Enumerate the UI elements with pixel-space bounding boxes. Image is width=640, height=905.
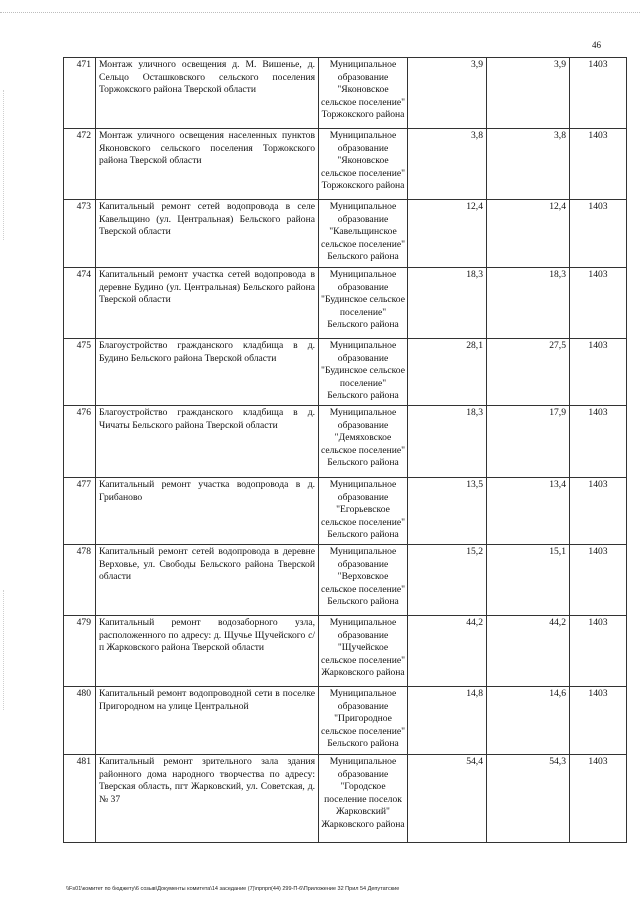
recipient-line: "Будинское сельское xyxy=(321,365,405,377)
recipient-line: сельское поселение" xyxy=(320,583,406,595)
recipient-line: Муниципальное xyxy=(329,546,397,557)
budget-code-cell: 1403 xyxy=(570,406,627,478)
recipient-line: образование xyxy=(337,768,389,780)
row-number-cell: 475 xyxy=(64,339,96,406)
amount-planned-cell: 3,8 xyxy=(408,129,487,200)
row-number-cell: 471 xyxy=(64,58,96,129)
budget-code-cell: 1403 xyxy=(570,268,627,339)
amount-planned-cell: 12,4 xyxy=(408,200,487,268)
recipient-line: образование xyxy=(337,629,389,641)
amount-planned-cell: 13,5 xyxy=(408,478,487,545)
recipient-line: Бельского района xyxy=(327,319,399,331)
recipient-line: Торжокского района xyxy=(321,180,405,192)
recipient-line: Муниципальное xyxy=(329,756,397,767)
recipient-line: "Городское xyxy=(340,781,386,793)
table-body xyxy=(64,58,627,843)
budget-code-cell: 1403 xyxy=(570,129,627,200)
recipient-line: Муниципальное xyxy=(329,617,397,628)
recipient-line: поселение поселок xyxy=(324,793,402,805)
row-number-cell: 481 xyxy=(64,755,96,843)
budget-code-cell: 1403 xyxy=(570,755,627,843)
recipient-line: Торжокского района xyxy=(321,109,405,121)
recipient-line: Муниципальное xyxy=(329,688,397,699)
recipient-line: сельское поселение" xyxy=(320,238,406,250)
table-row xyxy=(64,339,627,406)
recipient-line: поселение" xyxy=(339,377,387,389)
recipient-line: Бельского района xyxy=(327,457,399,469)
row-number-cell: 474 xyxy=(64,268,96,339)
recipient-line: сельское поселение" xyxy=(320,725,406,737)
recipient-line: "Яконовское xyxy=(337,155,389,167)
row-number-cell: 477 xyxy=(64,478,96,545)
recipient-line: Муниципальное xyxy=(329,59,397,70)
recipient-line: Бельского района xyxy=(327,251,399,263)
recipient-line: сельское поселение" xyxy=(320,444,406,456)
table-row xyxy=(64,268,627,339)
recipient-line: Муниципальное xyxy=(329,130,397,141)
recipient-line: Бельского района xyxy=(327,596,399,608)
appropriations-table xyxy=(63,57,627,843)
amount-planned-cell: 54,4 xyxy=(408,755,487,843)
punch-hole-trace xyxy=(3,590,4,710)
table-row xyxy=(64,129,627,200)
recipient-cell xyxy=(319,616,408,687)
recipient-line: образование xyxy=(337,491,389,503)
recipient-cell xyxy=(319,58,408,129)
recipient-line: образование xyxy=(337,213,389,225)
row-number-cell: 479 xyxy=(64,616,96,687)
recipient-line: "Щучейское xyxy=(337,642,389,654)
amount-actual-cell: 18,3 xyxy=(487,268,570,339)
recipient-line: Муниципальное xyxy=(329,479,397,490)
recipient-line: образование xyxy=(337,419,389,431)
recipient-line: поселение" xyxy=(339,306,387,318)
recipient-line: Муниципальное xyxy=(329,269,397,280)
table-row xyxy=(64,687,627,755)
description-cell: Капитальный ремонт сетей водопровода в селе Кавельщино (ул. Центральная) Бельского района Тверской области xyxy=(96,200,319,268)
amount-planned-cell: 18,3 xyxy=(408,406,487,478)
table-row xyxy=(64,406,627,478)
amount-actual-cell: 3,9 xyxy=(487,58,570,129)
recipient-line: образование xyxy=(337,700,389,712)
amount-actual-cell: 13,4 xyxy=(487,478,570,545)
recipient-line: "Пригородное xyxy=(334,713,392,725)
row-number-cell: 480 xyxy=(64,687,96,755)
recipient-cell xyxy=(319,687,408,755)
row-number-cell: 472 xyxy=(64,129,96,200)
recipient-cell xyxy=(319,129,408,200)
description-cell: Капитальный ремонт водопроводной сети в поселке Пригородном на улице Центральной xyxy=(96,687,319,755)
description-cell: Капитальный ремонт сетей водопровода в деревне Верховье, ул. Свободы Бельского района Тверской области xyxy=(96,545,319,616)
recipient-line: образование xyxy=(337,281,389,293)
recipient-line: сельское поселение" xyxy=(320,96,406,108)
recipient-line: сельское поселение" xyxy=(320,654,406,666)
recipient-line: образование xyxy=(337,142,389,154)
amount-actual-cell: 44,2 xyxy=(487,616,570,687)
amount-planned-cell: 14,8 xyxy=(408,687,487,755)
row-number-cell: 473 xyxy=(64,200,96,268)
description-cell: Капитальный ремонт участка водопровода в д. Грибаново xyxy=(96,478,319,545)
amount-planned-cell: 3,9 xyxy=(408,58,487,129)
row-number-cell: 476 xyxy=(64,406,96,478)
page-number: 46 xyxy=(592,40,601,50)
description-cell: Капитальный ремонт зрительного зала здания районного дома народного творчества по адресу: Тверская область, пгт Жарковский, ул. Советская, д. № 37 xyxy=(96,755,319,843)
description-cell: Благоустройство гражданского кладбища в д. Будино Бельского района Тверской области xyxy=(96,339,319,406)
amount-actual-cell: 14,6 xyxy=(487,687,570,755)
budget-code-cell: 1403 xyxy=(570,545,627,616)
recipient-line: образование xyxy=(337,71,389,83)
amount-planned-cell: 15,2 xyxy=(408,545,487,616)
recipient-line: образование xyxy=(337,352,389,364)
table-row xyxy=(64,755,627,843)
table-row xyxy=(64,616,627,687)
recipient-line: Бельского района xyxy=(327,529,399,541)
recipient-line: "Демяховское xyxy=(334,432,392,444)
recipient-line: сельское поселение" xyxy=(320,516,406,528)
recipient-line: "Верховское xyxy=(337,571,389,583)
recipient-line: "Будинское сельское xyxy=(321,294,405,306)
file-path-footer: \\Fs01\комитет по бюджету\6 созыв\Документы комитета\14 заседание (7)\прпрп(44) 299-П-6\Приложение 32 Прил 54 Депутатские xyxy=(66,886,400,892)
table-row xyxy=(64,478,627,545)
row-number-cell: 478 xyxy=(64,545,96,616)
recipient-line: Муниципальное xyxy=(329,340,397,351)
amount-actual-cell: 27,5 xyxy=(487,339,570,406)
recipient-line: Муниципальное xyxy=(329,407,397,418)
recipient-line: Жарковский" xyxy=(336,806,390,818)
recipient-cell xyxy=(319,755,408,843)
punch-hole-trace xyxy=(3,90,4,240)
description-cell: Монтаж уличного освещения населенных пунктов Яконовского сельского поселения Торжокского района Тверской области xyxy=(96,129,319,200)
amount-actual-cell: 15,1 xyxy=(487,545,570,616)
description-cell: Капитальный ремонт водозаборного узла, расположенного по адресу: д. Щучье Щучейского с/п Жарковского района Тверской области xyxy=(96,616,319,687)
recipient-cell xyxy=(319,268,408,339)
budget-code-cell: 1403 xyxy=(570,200,627,268)
recipient-line: Муниципальное xyxy=(329,201,397,212)
scan-edge-line xyxy=(0,12,640,13)
description-cell: Капитальный ремонт участка сетей водопровода в деревне Будино (ул. Центральная) Бельского района Тверской области xyxy=(96,268,319,339)
recipient-line: Бельского района xyxy=(327,390,399,402)
table-row xyxy=(64,58,627,129)
recipient-line: "Яконовское xyxy=(337,84,389,96)
recipient-cell xyxy=(319,545,408,616)
amount-actual-cell: 54,3 xyxy=(487,755,570,843)
recipient-line: Бельского района xyxy=(327,738,399,750)
budget-code-cell: 1403 xyxy=(570,616,627,687)
recipient-line: Жарковского района xyxy=(321,818,405,830)
recipient-line: "Егорьевское xyxy=(336,504,390,516)
budget-code-cell: 1403 xyxy=(570,687,627,755)
recipient-line: образование xyxy=(337,558,389,570)
table-row xyxy=(64,200,627,268)
recipient-line: сельское поселение" xyxy=(320,167,406,179)
description-cell: Благоустройство гражданского кладбища в д. Чичаты Бельского района Тверской области xyxy=(96,406,319,478)
budget-code-cell: 1403 xyxy=(570,478,627,545)
budget-code-cell: 1403 xyxy=(570,339,627,406)
recipient-cell xyxy=(319,339,408,406)
recipient-cell xyxy=(319,478,408,545)
recipient-cell xyxy=(319,200,408,268)
description-cell: Монтаж уличного освещения д. М. Вишенье, д. Сельцо Осташковского сельского поселения Торжокского района Тверской области xyxy=(96,58,319,129)
recipient-line: "Кавельщинское xyxy=(329,226,397,238)
amount-planned-cell: 18,3 xyxy=(408,268,487,339)
budget-code-cell: 1403 xyxy=(570,58,627,129)
amount-planned-cell: 44,2 xyxy=(408,616,487,687)
amount-actual-cell: 12,4 xyxy=(487,200,570,268)
amount-actual-cell: 17,9 xyxy=(487,406,570,478)
amount-actual-cell: 3,8 xyxy=(487,129,570,200)
amount-planned-cell: 28,1 xyxy=(408,339,487,406)
table-row xyxy=(64,545,627,616)
recipient-line: Жарковского района xyxy=(321,667,405,679)
recipient-cell xyxy=(319,406,408,478)
